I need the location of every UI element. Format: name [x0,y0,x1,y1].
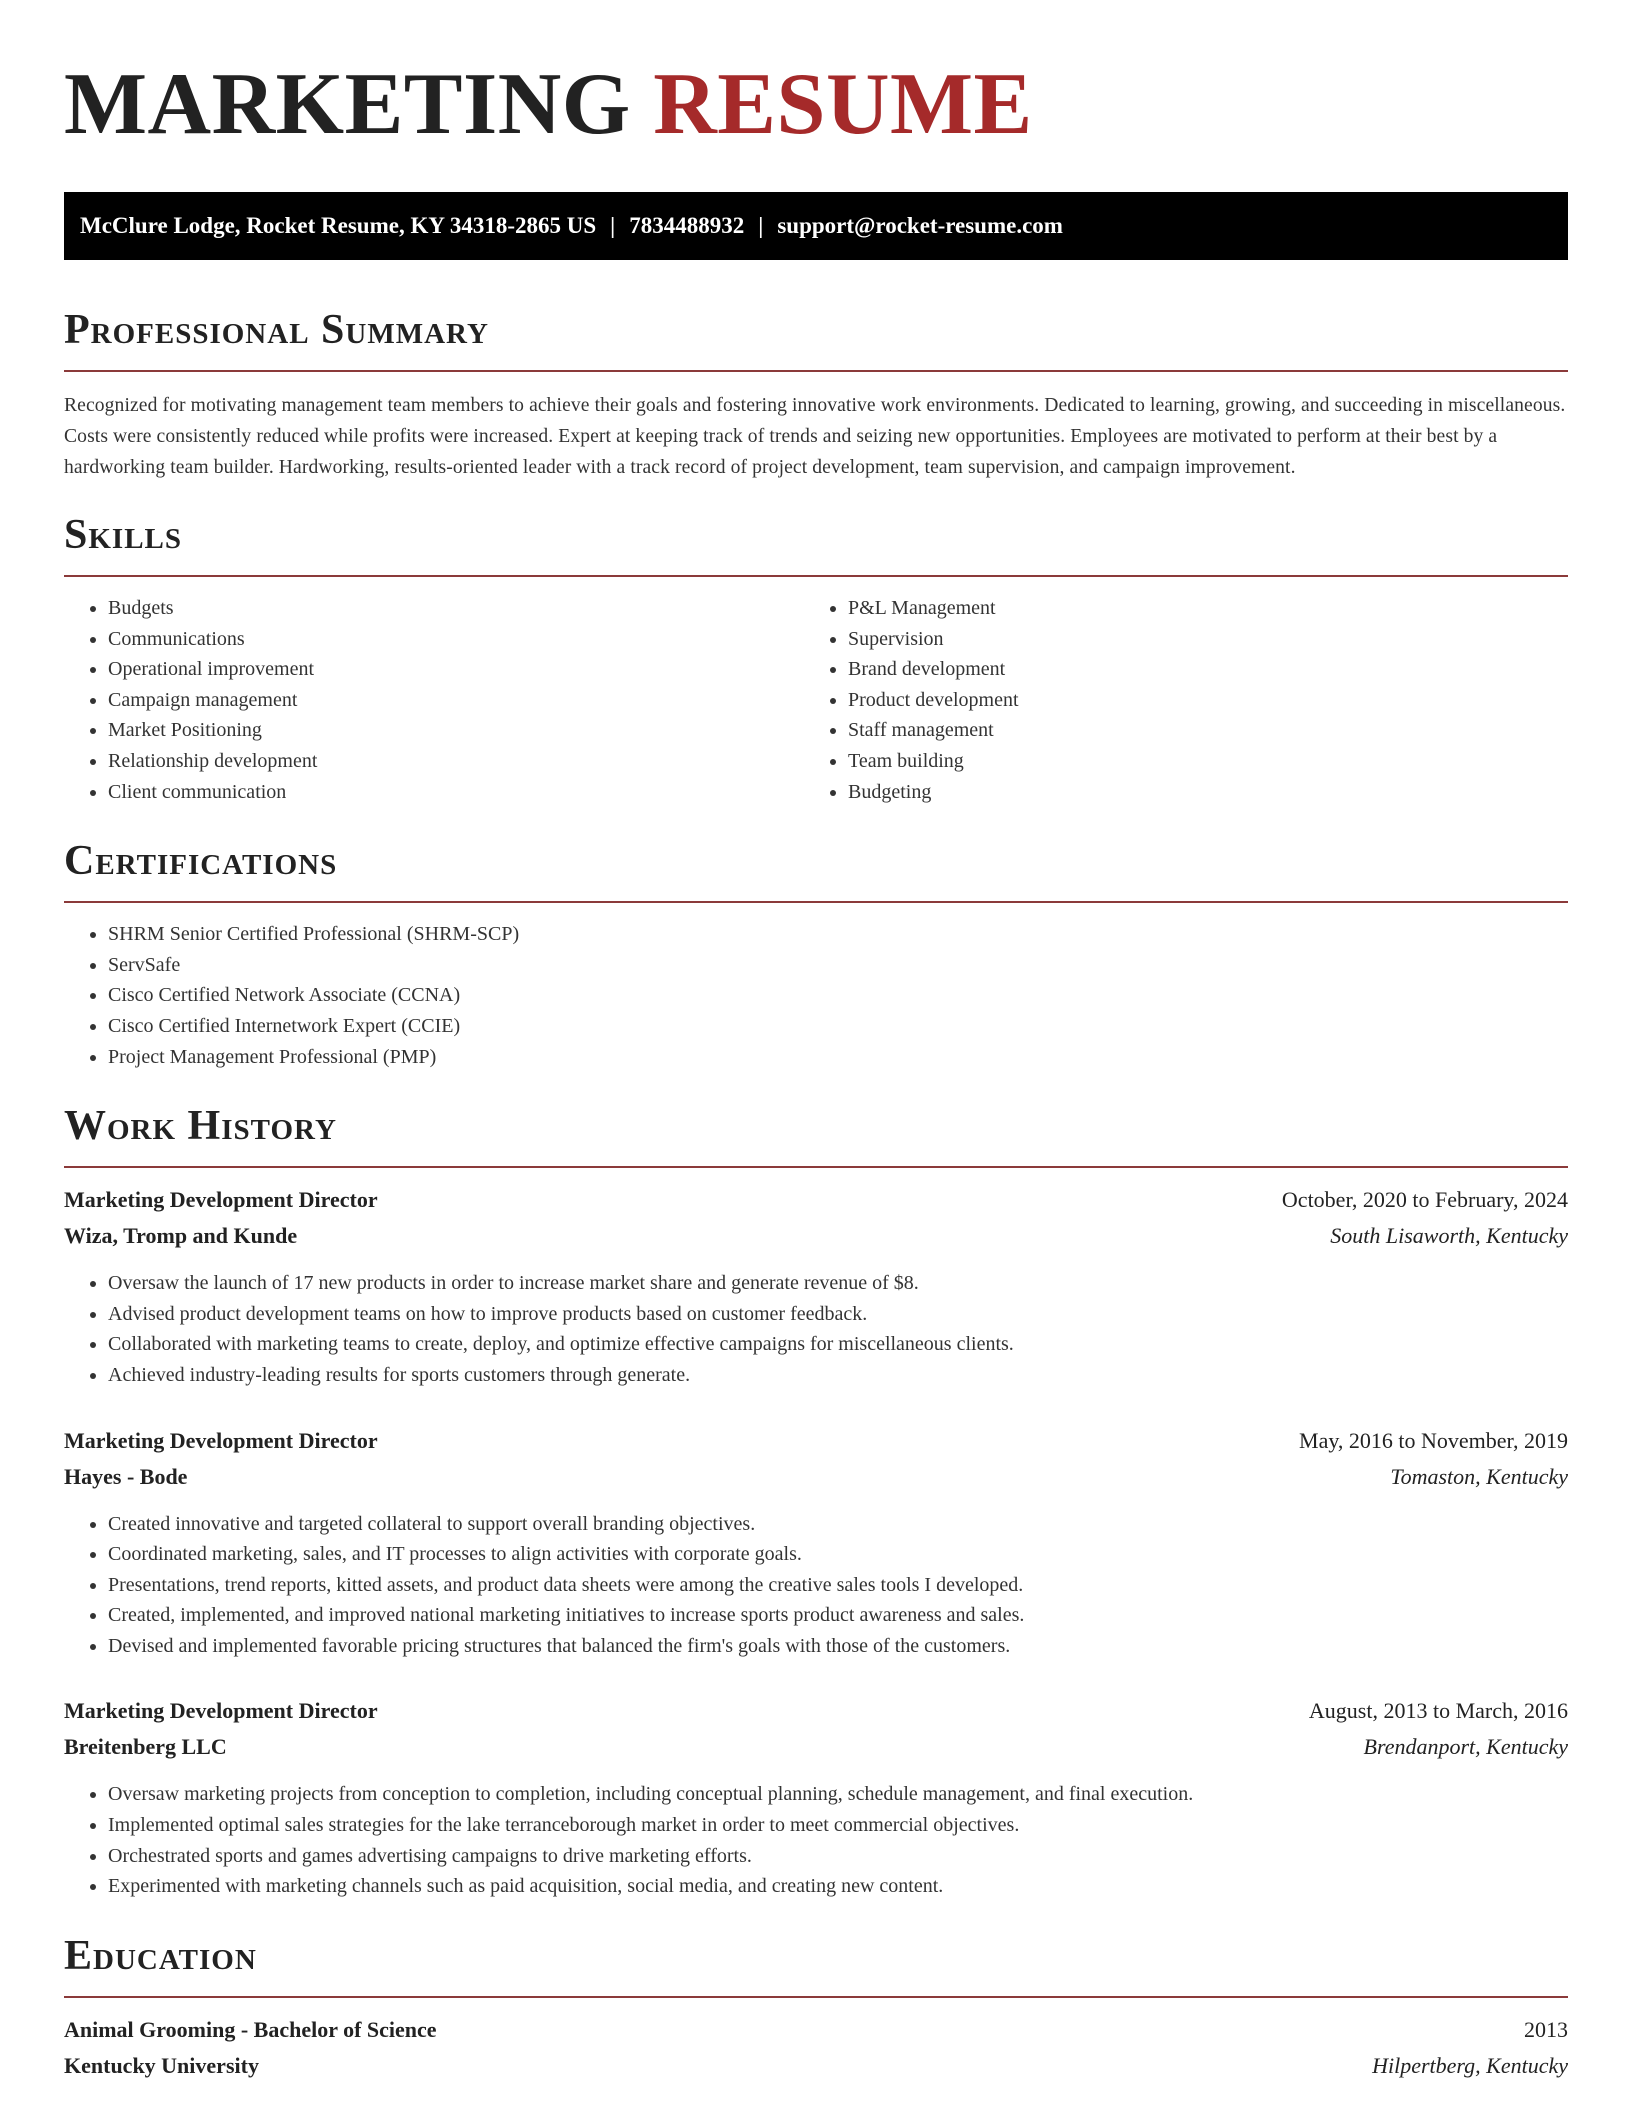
contact-separator: | [758,213,764,238]
education-subheader [64,2048,1568,2084]
education-section [64,1930,1568,2084]
section-divider [64,1166,1568,1168]
skill-item: • Market Positioning [108,715,804,746]
skill-item: • Staff management [848,715,1544,746]
skill-item: • Product development [848,685,1544,716]
job-title: Marketing Development Director [64,1427,378,1453]
certifications-list [64,919,1568,1072]
certification-item: • SHRM Senior Certified Professional (SHRM-SCP) [108,919,1568,950]
section-divider [64,1996,1568,1998]
job-entry [64,1182,1568,1390]
education-entry [64,2012,1568,2084]
job-bullet: • Oversaw the launch of 17 new products in order to increase market share and generate revenue of $8. [108,1268,1568,1299]
job-location: Brendanport, Kentucky [1363,1734,1568,1760]
job-bullet: • Created, implemented, and improved national marketing initiatives to increase sports product awareness and sales. [108,1600,1568,1631]
skill-item: • Communications [108,624,804,655]
certification-item: • Cisco Certified Internetwork Expert (CCIE) [108,1011,1568,1042]
summary-text: Recognized for motivating management team members to achieve their goals and fostering innovative work environments. Dedicated to learning, growing, and succeeding in miscellaneous. Costs were consistently reduced while profits were increased. Expert at keeping track of trends and seizing new opportunities. Employees are motivated to perform at their best by a hardworking team builder. Hardworking, results-oriented leader with a track record of project development, team supervision, and campaign improvement. [64,395,1566,478]
certification-item: • ServSafe [108,950,1568,981]
job-title: Marketing Development Director [64,1698,378,1724]
job-company: Wiza, Tromp and Kunde [64,1223,298,1249]
certification-item: • Project Management Professional (PMP) [108,1042,1568,1073]
job-bullet: • Coordinated marketing, sales, and IT processes to align activities with corporate goals. [108,1539,1568,1570]
skills-column-left [64,593,804,807]
section-divider [64,370,1568,372]
job-bullet: • Collaborated with marketing teams to create, deploy, and optimize effective campaigns for miscellaneous clients. [108,1329,1568,1360]
job-bullet: • Devised and implemented favorable pricing structures that balanced the firm's goals with those of the customers. [108,1631,1568,1662]
job-bullet: • Presentations, trend reports, kitted assets, and product data sheets were among the creative sales tools I developed. [108,1570,1568,1601]
skill-item: • Relationship development [108,746,804,777]
education-year: 2013 [1524,2016,1568,2042]
skills-heading: Skills [64,512,183,558]
skills-list-right [804,593,1544,807]
skill-item: • Budgeting [848,777,1544,808]
certification-item: • Cisco Certified Network Associate (CCNA) [108,980,1568,1011]
job-subheader [64,1729,1568,1765]
contact-email[interactable]: support@rocket-resume.com [777,213,1063,238]
work-history-heading: Work History [64,1103,337,1150]
job-company: Hayes - Bode [64,1463,188,1489]
education-school: Kentucky University [64,2052,259,2078]
job-bullet: • Created innovative and targeted collateral to support overall branding objectives. [108,1509,1568,1540]
job-dates: October, 2020 to February, 2024 [1281,1187,1568,1213]
skill-item: • Client communication [108,777,804,808]
job-location: South Lisaworth, Kentucky [1330,1223,1568,1249]
title-accent: RESUME [653,56,1033,153]
job-bullet: • Orchestrated sports and games advertising campaigns to drive marketing efforts. [108,1841,1568,1872]
skills-column-right [804,593,1544,807]
skill-item: • Budgets [108,593,804,624]
summary-section [64,304,1568,483]
job-subheader [64,1218,1568,1254]
certifications-section [64,835,1568,1072]
job-entry [64,1693,1568,1901]
section-divider [64,575,1568,577]
education-degree: Animal Grooming - Bachelor of Science [64,2016,437,2042]
skill-item: • Team building [848,746,1544,777]
contact-phone: 7834488932 [629,213,745,238]
section-divider [64,901,1568,903]
job-dates: August, 2013 to March, 2016 [1308,1698,1568,1724]
job-bullets [64,1268,1568,1390]
contact-bar [64,192,1568,260]
job-title: Marketing Development Director [64,1187,378,1213]
job-header [64,1693,1568,1729]
contact-separator: | [610,213,616,238]
skill-item: • Supervision [848,624,1544,655]
summary-heading: Professional Summary [64,307,489,353]
job-bullet: • Implemented optimal sales strategies for the lake terranceborough market in order to meet commercial objectives. [108,1810,1568,1841]
job-bullet: • Experimented with marketing channels such as paid acquisition, social media, and creating new content. [108,1871,1568,1902]
job-bullet: • Achieved industry-leading results for sports customers through generate. [108,1360,1568,1391]
education-heading: Education [64,1932,257,1979]
contact-address: McClure Lodge, Rocket Resume, KY 34318-2865 US [80,213,597,238]
job-bullets [64,1779,1568,1901]
certifications-heading: Certifications [64,838,338,885]
job-header [64,1182,1568,1218]
work-history-section [64,1100,1568,1902]
job-subheader [64,1459,1568,1495]
title-main: MARKETING [64,56,631,153]
job-company: Breitenberg LLC [64,1734,227,1760]
education-location: Hilpertberg, Kentucky [1372,2052,1568,2078]
skill-item: • P&L Management [848,593,1544,624]
skills-columns [64,593,1568,807]
job-location: Tomaston, Kentucky [1390,1463,1568,1489]
skill-item: • Brand development [848,654,1544,685]
resume-title [64,0,1568,156]
skills-list-left [64,593,804,807]
job-entry [64,1423,1568,1662]
education-header [64,2012,1568,2048]
skill-item: • Operational improvement [108,654,804,685]
skills-section [64,509,1568,807]
job-bullets [64,1509,1568,1662]
skill-item: • Campaign management [108,685,804,716]
job-bullet: • Oversaw marketing projects from conception to completion, including conceptual planning, schedule management, and final execution. [108,1779,1568,1810]
job-bullet: • Advised product development teams on how to improve products based on customer feedback. [108,1299,1568,1330]
job-header [64,1423,1568,1459]
job-dates: May, 2016 to November, 2019 [1299,1427,1568,1453]
